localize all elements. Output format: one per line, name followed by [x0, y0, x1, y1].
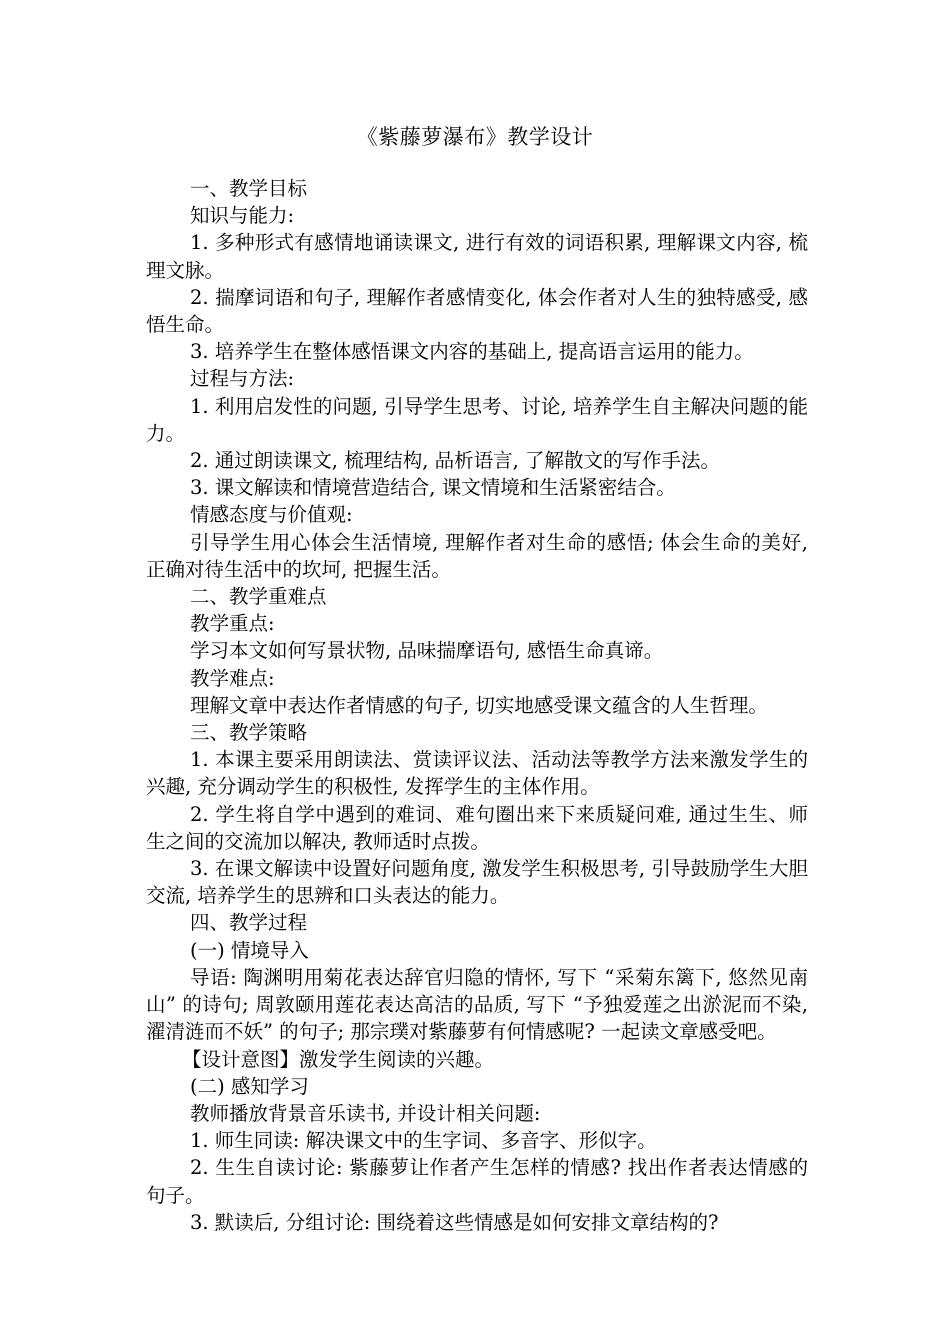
subheading-teaching-difficulty: 教学难点: [190, 666, 275, 690]
subheading-knowledge-ability: 知识与能力: [190, 204, 295, 228]
subheading-teaching-focus: 教学重点: [190, 612, 275, 636]
document-body [146, 175, 808, 1236]
design-intent-note: 【设计意图】激发学生阅读的兴趣。 [182, 1047, 495, 1071]
paragraph: 2. 学生将自学中遇到的难词、难句圈出来下来质疑问难, 通过生生、师生之间的交流加以解决, 教师适时点拨。 [146, 802, 808, 853]
paragraph: 2. 揣摩词语和句子, 理解作者感情变化, 体会作者对人生的独特感受, 感悟生命。 [146, 285, 808, 337]
paragraph: 1. 本课主要采用朗读法、赏读评议法、活动法等教学方法来激发学生的兴趣, 充分调动学生的积极性, 发挥学生的主体作用。 [146, 748, 808, 799]
paragraph: 1. 师生同读: 解决课文中的生字词、多音字、形似字。 [190, 1129, 657, 1153]
paragraph: 教师播放背景音乐读书, 并设计相关问题: [190, 1101, 541, 1125]
paragraph: 导语: 陶渊明用菊花表达辞官归隐的情怀, 写下 “采菊东篱下, 悠然见南山” 的诗句; 周敦颐用莲花表达高洁的品质, 写下 “予独爱莲之出淤泥而不染, 濯清涟而不妖” 的句子; 那宗璞对紫藤萝有何情感呢? 一起读文章感受吧。 [146, 965, 808, 1044]
subheading-perception-learning: (二) 感知学习 [190, 1074, 309, 1098]
section-heading-process: 四、教学过程 [190, 911, 308, 935]
paragraph: 2. 生生自读讨论: 紫藤萝让作者产生怎样的情感? 找出作者表达情感的句子。 [146, 1156, 808, 1207]
paragraph: 1. 多种形式有感情地诵读课文, 进行有效的词语积累, 理解课文内容, 梳理文脉。 [146, 231, 808, 282]
subheading-emotion-values: 情感态度与价值观: [190, 503, 353, 527]
paragraph: 理解文章中表达作者情感的句子, 切实地感受课文蕴含的人生哲理。 [190, 693, 768, 717]
document-title: 《紫藤萝瀑布》教学设计 [356, 125, 594, 149]
paragraph: 3. 默读后, 分组讨论: 围绕着这些情感是如何安排文章结构的? [190, 1210, 719, 1234]
paragraph: 3. 培养学生在整体感悟课文内容的基础上, 提高语言运用的能力。 [190, 340, 754, 364]
section-heading-key-points: 二、教学重难点 [190, 585, 327, 609]
paragraph: 1. 利用启发性的问题, 引导学生思考、讨论, 培养学生自主解决问题的能力。 [146, 394, 808, 445]
paragraph: 引导学生用心体会生活情境, 理解作者对生命的感悟; 体会生命的美好, 正确对待生活中的坎坷, 把握生活。 [146, 530, 808, 581]
paragraph: 3. 在课文解读中设置好问题角度, 激发学生积极思考, 引导鼓励学生大胆交流, 培养学生的思辨和口头表达的能力。 [146, 857, 808, 908]
paragraph: 2. 通过朗读课文, 梳理结构, 品析语言, 了解散文的写作手法。 [190, 449, 720, 473]
section-heading-objectives: 一、教学目标 [190, 177, 308, 200]
subheading-process-method: 过程与方法: [190, 367, 295, 391]
section-heading-strategy: 三、教学策略 [190, 721, 308, 745]
paragraph: 3. 课文解读和情境营造结合, 课文情境和生活紧密结合。 [190, 476, 676, 500]
subheading-scenario-intro: (一) 情境导入 [190, 938, 309, 962]
paragraph: 学习本文如何写景状物, 品味揣摩语句, 感悟生命真谛。 [190, 639, 664, 663]
